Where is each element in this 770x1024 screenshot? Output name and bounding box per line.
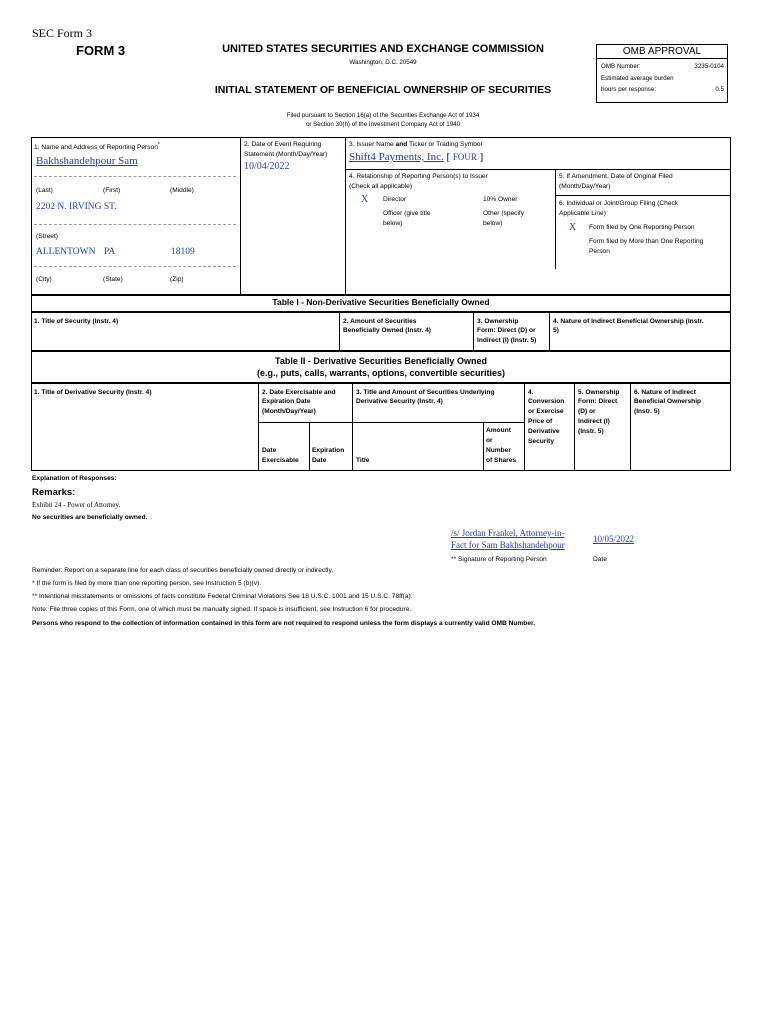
omb-burden-value: 0.5	[715, 86, 724, 93]
signature-date: 10/05/2022	[593, 534, 635, 544]
agency-title: UNITED STATES SECURITIES AND EXCHANGE COMMISSION	[222, 43, 544, 55]
ten-percent-owner-label: 10% Owner	[483, 196, 518, 203]
group-filer-label-line1: Form filed by More than One Reporting	[589, 238, 704, 245]
last-label: (Last)	[36, 187, 53, 194]
table2-col4-header-line5: Derivative	[528, 428, 560, 435]
zip-value: 18109	[171, 247, 195, 257]
amount-header-line1: Amount	[486, 427, 511, 434]
street-value: 2202 N. IRVING ST.	[36, 202, 117, 212]
table2-col5-header-line5: (Instr. 5)	[578, 428, 604, 435]
amount-header-line2: or	[486, 437, 493, 444]
filed-pursuant-line2: or Section 30(h) of the Investment Company Act of 1940	[305, 121, 461, 128]
table2-col6-header-line3: (Instr. 5)	[634, 408, 660, 415]
table1-col3-header-line2: Form: Direct (D) or	[477, 327, 536, 334]
box6-label-line1: 6. Individual or Joint/Group Filing (Check	[559, 200, 679, 207]
table2-col4-header-line6: Security	[528, 438, 555, 445]
table2-col6-header-line2: Beneficial Ownership	[634, 398, 702, 405]
officer-label-line1: Officer (give title	[383, 210, 431, 217]
issuer-line: Shift4 Payments, Inc. [ FOUR ]	[349, 151, 484, 163]
table2-col6-header-line1: 6. Nature of Indirect	[634, 389, 696, 396]
street-label: (Street)	[36, 233, 58, 240]
other-label-line1: Other (specify	[483, 210, 525, 217]
footnote-misstatements: ** Intentional misstatements or omissions of facts constitute Federal Criminal Violations See 18 U.S.C. 1001 and 15 U.S.C. 78ff(a).	[32, 593, 413, 600]
middle-label: (Middle)	[170, 187, 194, 194]
box4-label-line2: (Check all applicable)	[349, 183, 413, 190]
single-filer-checkmark: X	[569, 222, 577, 233]
date-label: Date	[593, 556, 607, 563]
table2-col3-header-line2: Derivative Security (Instr. 4)	[356, 398, 443, 405]
table1-col2-header-line2: Beneficially Owned (Instr. 4)	[343, 327, 431, 334]
box5-label-line2: (Month/Day/Year)	[559, 183, 611, 190]
table2-col5-header-line2: Form: Direct	[578, 398, 618, 405]
omb-burden-label: Estimated average burden	[601, 75, 674, 82]
omb-disclaimer: Persons who respond to the collection of information contained in this form are not required to respond unless the form displays a currently valid OMB Number.	[32, 620, 536, 627]
state-value: PA	[104, 247, 116, 257]
no-securities-note: No securities are beneficially owned.	[32, 514, 148, 521]
statement-title: INITIAL STATEMENT OF BENEFICIAL OWNERSHIP OF SECURITIES	[214, 84, 552, 96]
box2-label-line1: 2. Date of Event Requiring	[244, 141, 322, 148]
form-title: FORM 3	[76, 43, 126, 58]
amount-header-line4: of Shares	[486, 457, 517, 464]
reminder-note: Reminder: Report on a separate line for each class of securities beneficially owned directly or indirectly.	[32, 567, 334, 574]
table1-col3-header-line3: Indirect (I) (Instr. 5)	[477, 337, 537, 344]
date-exercisable-header-line2: Exercisable	[262, 457, 299, 464]
box3-label: 3. Issuer Name and Ticker or Trading Symbol	[349, 141, 483, 148]
date-exercisable-header-line1: Date	[262, 447, 277, 454]
table1-col1-header: 1. Title of Security (Instr. 4)	[34, 318, 119, 325]
footnote-copies: Note: File three copies of this Form, one of which must be manually signed. If space is insufficient, see Instruction 6 for procedure.	[32, 606, 412, 613]
reporting-person-name: Bakhshandehpour Sam	[36, 155, 138, 167]
director-label: Director	[383, 196, 407, 203]
event-date-value: 10/04/2022	[244, 161, 290, 172]
table2-col4-header-line4: Price of	[528, 418, 553, 425]
box5-label-line1: 5. If Amendment, Date of Original Filed	[559, 173, 673, 180]
expiration-date-header-line2: Date	[312, 457, 327, 464]
zip-label: (Zip)	[170, 276, 184, 283]
underlying-title-header: Title	[356, 457, 370, 464]
table1-col2-header-line1: 2. Amount of Securities	[343, 318, 417, 325]
table1-col4-header-line2: 5)	[553, 327, 559, 334]
signature-line2: Fact for Sam Bakhshandehpour	[451, 540, 565, 550]
explanation-of-responses: Explanation of Responses:	[32, 475, 117, 482]
omb-number-label: OMB Number:	[601, 63, 641, 70]
ticker-symbol: FOUR	[452, 152, 477, 162]
table2-col5-header-line1: 5. Ownership	[578, 389, 620, 396]
box1-label: 1. Name and Address of Reporting Person*	[34, 142, 160, 152]
table2-col2-header-line2: Expiration Date	[262, 398, 311, 405]
table2-col1-header: 1. Title of Derivative Security (Instr. 4)	[34, 389, 152, 396]
table2-title-line1: Table II - Derivative Securities Beneficially Owned	[275, 356, 487, 366]
other-label-line2: below)	[483, 220, 503, 227]
amount-header-line3: Number	[486, 447, 511, 454]
table1-col4-header-line1: 4. Nature of Indirect Beneficial Ownership (Instr.	[553, 318, 704, 325]
footnote-multiple-filers: * If the form is filed by more than one reporting person, see Instruction 5 (b)(v).	[32, 580, 262, 587]
table2-col5-header-line3: (D) or	[578, 408, 596, 415]
box6-label-line2: Applicable Line)	[559, 210, 606, 217]
single-filer-label: Form filed by One Reporting Person	[589, 224, 695, 231]
officer-label-line2: below)	[383, 220, 403, 227]
expiration-date-header-line1: Expiration	[312, 447, 345, 454]
omb-title: OMB APPROVAL	[597, 45, 727, 59]
document-label: SEC Form 3	[32, 26, 93, 40]
group-filer-label-line2: Person	[589, 248, 610, 255]
agency-location: Washington, D.C. 20549	[349, 59, 417, 66]
table1-col3-header-line1: 3. Ownership	[477, 318, 519, 325]
table2-title-line2: (e.g., puts, calls, warrants, options, convertible securities)	[256, 368, 506, 378]
state-label: (State)	[103, 276, 123, 283]
signature-line1: /s/ Jordan Frankel, Attorney-in-	[451, 528, 565, 538]
omb-number-value: 3235-0104	[694, 63, 724, 70]
director-checkmark: X	[361, 194, 369, 205]
table2-col2-header-line3: (Month/Day/Year)	[262, 408, 316, 415]
remarks-heading: Remarks:	[32, 487, 76, 498]
city-value: ALLENTOWN	[36, 247, 96, 257]
table1-title: Table I - Non-Derivative Securities Beneficially Owned	[272, 297, 490, 307]
city-label: (City)	[36, 276, 52, 283]
table2-col3-header-line1: 3. Title and Amount of Securities Underlying	[356, 389, 495, 396]
exhibit-note: Exhibit 24 - Power of Attorney.	[32, 501, 121, 509]
filed-pursuant-line1: Filed pursuant to Section 16(a) of the Securities Exchange Act of 1934	[286, 112, 480, 119]
box4-label-line1: 4. Relationship of Reporting Person(s) to Issuer	[349, 173, 488, 180]
omb-approval-box	[596, 44, 728, 103]
box2-label-line2: Statement (Month/Day/Year)	[244, 151, 328, 158]
omb-burden-hours-label: hours per response:	[601, 86, 657, 93]
signature-label: ** Signature of Reporting Person	[451, 556, 547, 563]
table2-col5-header-line4: Indirect (I)	[578, 418, 610, 425]
table2-col4-header-line1: 4.	[528, 389, 534, 396]
table2-col4-header-line3: or Exercise	[528, 408, 564, 415]
issuer-name: Shift4 Payments, Inc.	[349, 151, 444, 163]
table2-col2-header-line1: 2. Date Exercisable and	[262, 389, 336, 396]
first-label: (First)	[103, 187, 121, 194]
table2-col4-header-line2: Conversion	[528, 398, 565, 405]
